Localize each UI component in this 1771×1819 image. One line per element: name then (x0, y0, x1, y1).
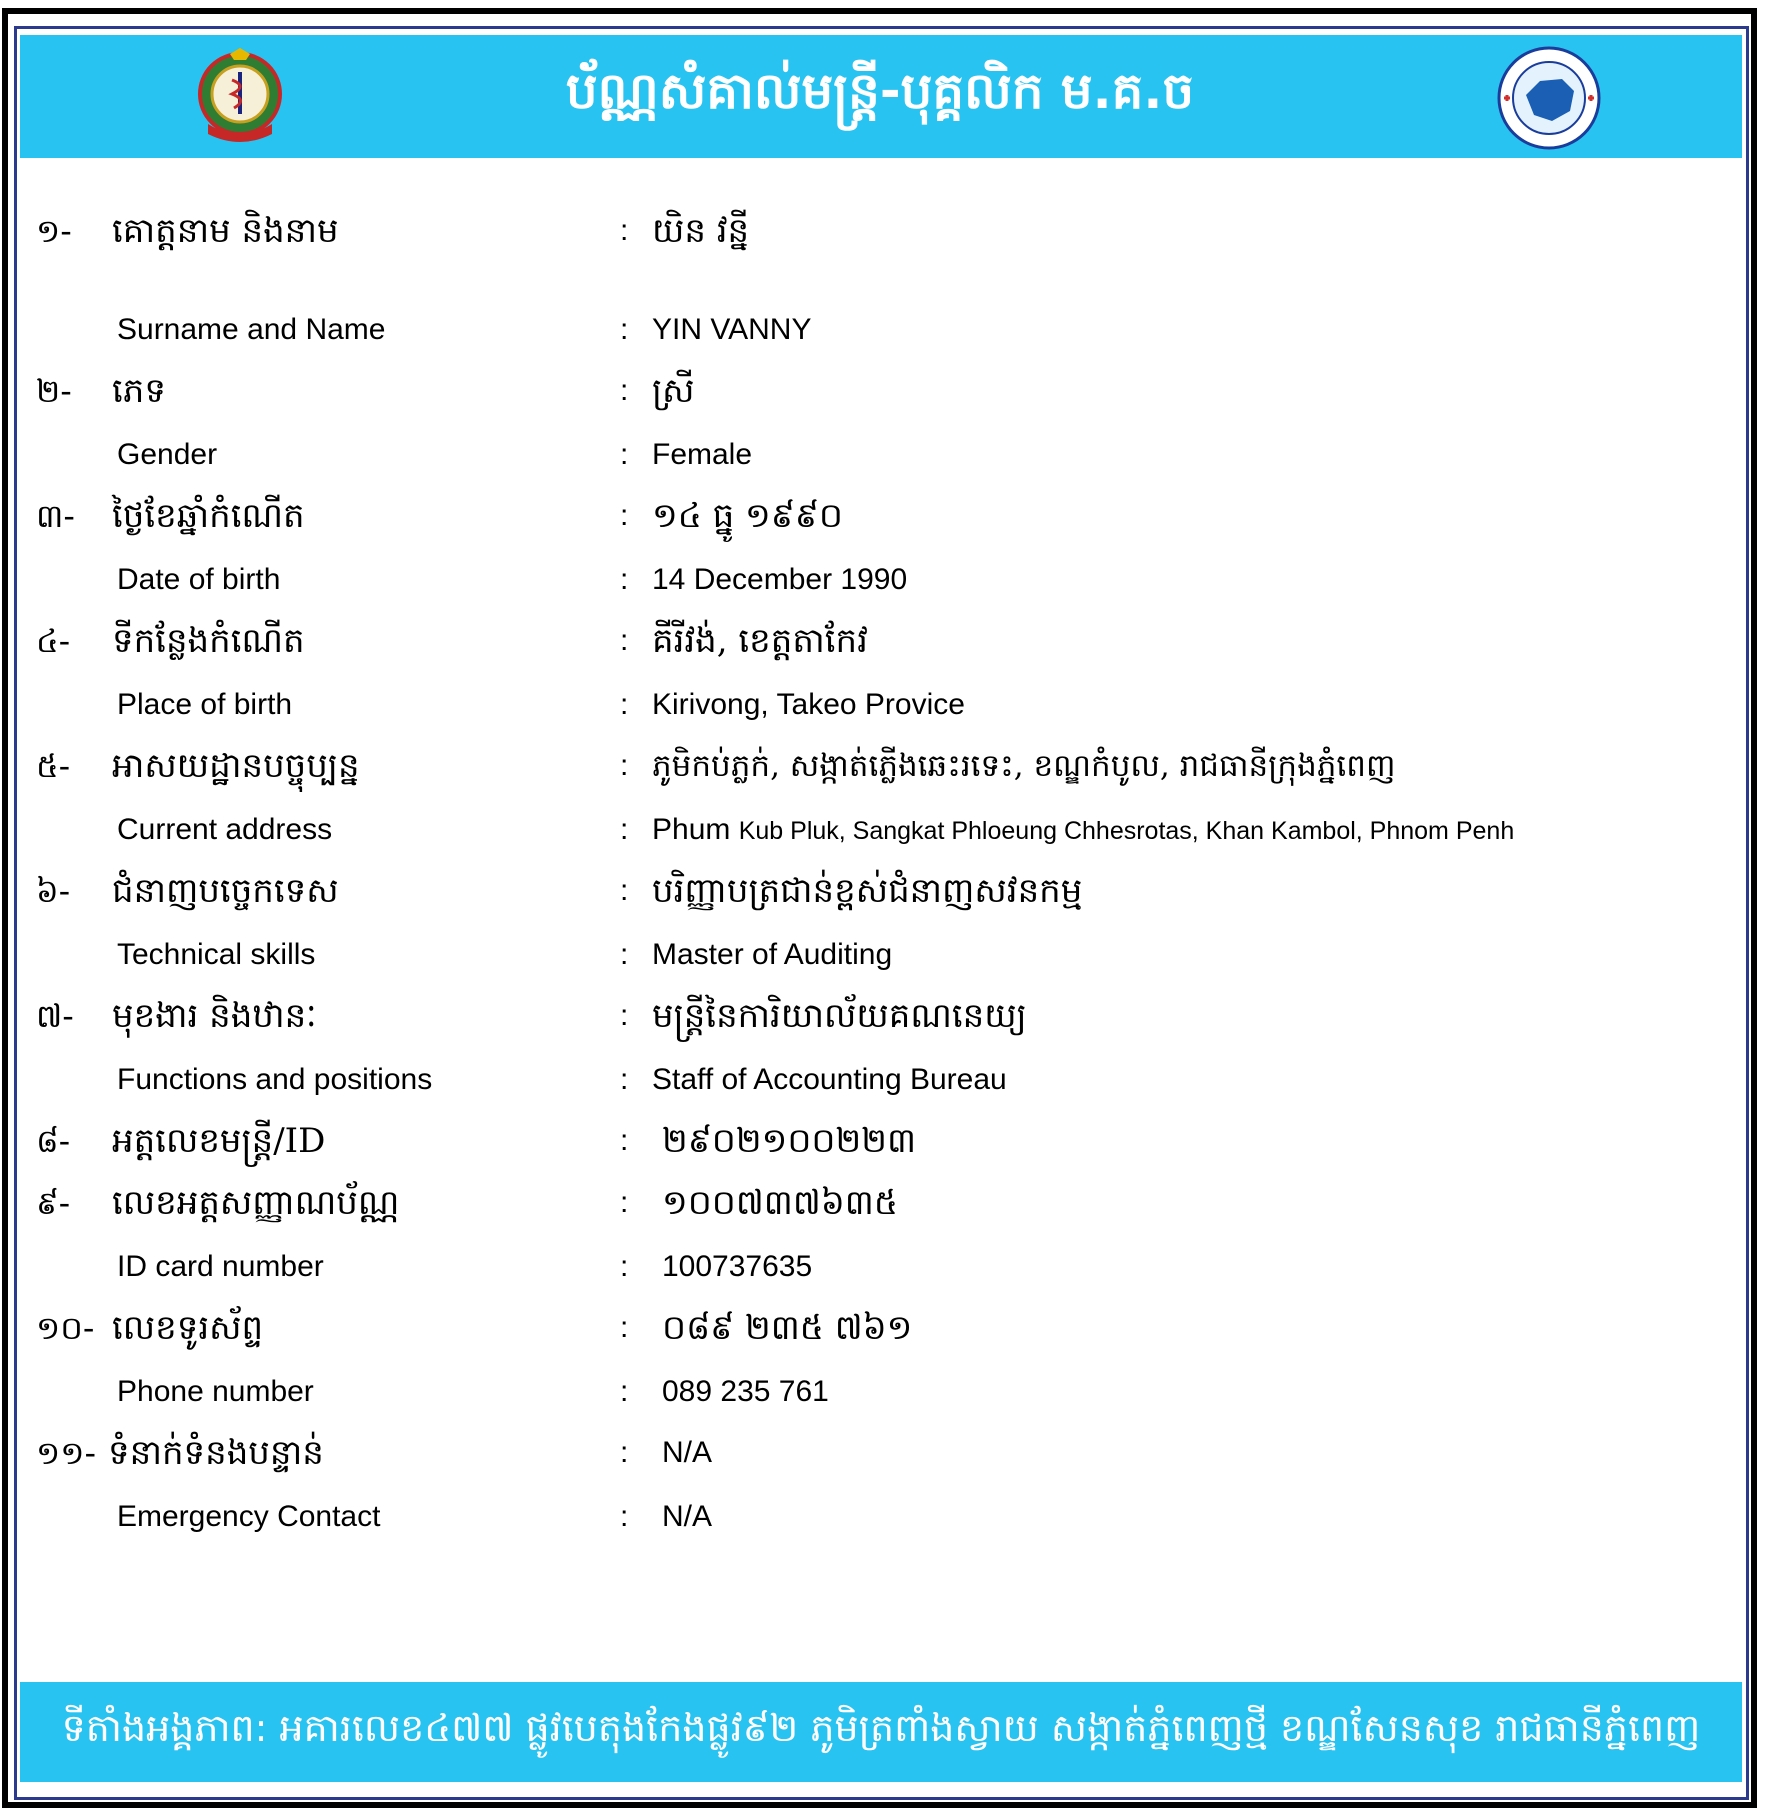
field-value-en: 14 December 1990 (652, 563, 908, 596)
colon: : (620, 214, 629, 247)
field-number: ៨- (36, 1122, 71, 1160)
field-row-skills-km (0, 863, 1771, 919)
field-row-emergency-en (0, 1489, 1771, 1545)
footer-band (20, 1682, 1742, 1782)
colon: : (620, 1250, 629, 1283)
field-value-en (652, 802, 1514, 859)
colon: : (620, 374, 629, 407)
field-row-skills-en (0, 927, 1771, 983)
colon: : (620, 1063, 629, 1096)
field-row-dob-km (0, 488, 1771, 544)
colon: : (620, 999, 629, 1032)
field-row-phone-en (0, 1364, 1771, 1420)
address-rest: Kub Pluk, Sangkat Phloeung Chhesrotas, Khan Kambol, Phnom Penh (738, 817, 1515, 845)
field-number: ១- (36, 212, 72, 250)
colon: : (620, 938, 629, 971)
field-row-gender-en (0, 427, 1771, 483)
field-label-km: អាសយដ្ឋានបច្ចុប្បន្ន (112, 746, 360, 786)
field-number: ២- (36, 372, 72, 410)
colon: : (620, 1436, 629, 1469)
colon: : (620, 688, 629, 721)
colon: : (620, 563, 629, 596)
field-label-km: លេខអត្តសញ្ញាណប័ណ្ណ (112, 1183, 400, 1223)
colon: : (620, 1186, 629, 1219)
field-row-idcard-km (0, 1175, 1771, 1231)
field-value-en: Kirivong, Takeo Provice (652, 688, 965, 721)
field-value-km: យិន វន្នី (652, 211, 750, 251)
field-row-staff-id (0, 1113, 1771, 1169)
field-number: ៣- (36, 497, 75, 535)
field-value-km: ១៤ ធ្នូ ១៩៩០ (652, 496, 843, 536)
field-label-en: Phone number (117, 1375, 314, 1408)
field-label-en: ID card number (117, 1250, 324, 1283)
field-number: ៩- (36, 1184, 71, 1222)
field-label-en: Emergency Contact (117, 1500, 381, 1533)
field-value-km: ១០០៧៣៧៦៣៥ (662, 1183, 898, 1223)
field-value-en: Master of Auditing (652, 938, 893, 971)
field-value-km: ២៩០២១០០២២៣ (662, 1121, 917, 1161)
field-row-dob-en (0, 552, 1771, 608)
field-label-en: Place of birth (117, 688, 293, 721)
field-label-en: Date of birth (117, 563, 281, 596)
field-value-km: ស្រី (652, 371, 695, 411)
colon: : (620, 438, 629, 471)
field-row-pob-km (0, 613, 1771, 669)
field-value-km: ភូមិកប់ភ្លក់, សង្កាត់ភ្លើងឆេះរទេះ, ខណ្ឌកំបូល, រាជធានីក្រុងភ្នំពេញ (652, 748, 1396, 784)
field-number: ៥- (36, 747, 71, 785)
field-label-km: គោត្តនាម និងនាម (112, 211, 339, 251)
field-row-idcard-en (0, 1239, 1771, 1295)
field-label-km: ទំនាក់ទំនងបន្ទាន់ (108, 1433, 324, 1473)
field-row-address-km (0, 738, 1771, 794)
field-row-gender-km (0, 363, 1771, 419)
address-lead: Phum (652, 813, 731, 846)
field-number: ៧- (36, 997, 74, 1035)
colon: : (620, 624, 629, 657)
field-value-km: បរិញ្ញាបត្រជាន់ខ្ពស់ជំនាញសវនកម្ម (652, 871, 1083, 911)
center-logo-icon (1496, 45, 1602, 151)
field-label-en: Surname and Name (117, 313, 386, 346)
field-label-en: Functions and positions (117, 1063, 433, 1096)
colon: : (620, 313, 629, 346)
field-number: ៤- (36, 622, 71, 660)
field-number: ៦- (36, 872, 71, 910)
field-label-km: ភេទ (112, 371, 166, 411)
field-row-address-en (0, 802, 1771, 858)
field-number: ១០- (36, 1309, 95, 1347)
field-row-position-km (0, 988, 1771, 1044)
field-row-surname-km (0, 203, 1771, 259)
colon: : (620, 813, 629, 846)
field-row-pob-en (0, 677, 1771, 733)
card-title: ប័ណ្ណសំគាល់មន្ត្រី-បុគ្គលិក ម.គ.ច (565, 62, 1195, 120)
colon: : (620, 1500, 629, 1533)
colon: : (620, 499, 629, 532)
field-label-en: Current address (117, 813, 333, 846)
colon: : (620, 1311, 629, 1344)
field-value-km: គីរីវង់, ខេត្តតាកែវ (652, 621, 868, 661)
field-label-en: Gender (117, 438, 218, 471)
office-address: ទីតាំងអង្គភាព: អគារលេខ៤៧៧ ផ្លូវបេតុងកែងផ្លូវ៩២ ភូមិត្រពាំងស្វាយ សង្កាត់ភ្នំពេញថ្មី ខណ្ឌសែនសុខ រាជធានីភ្នំពេញ (61, 1706, 1701, 1750)
field-label-en: Technical skills (117, 938, 316, 971)
field-value-en: Staff of Accounting Bureau (652, 1063, 1007, 1096)
field-value-km: មន្ត្រីនៃការិយាល័យគណនេយ្យ (652, 996, 1027, 1036)
field-label-km: ជំនាញបច្ចេកទេស (112, 871, 339, 911)
field-value-en: 100737635 (662, 1250, 813, 1283)
field-label-km: ទីកន្លែងកំណើត (112, 621, 305, 661)
colon: : (620, 1124, 629, 1157)
field-value-en: N/A (662, 1500, 713, 1533)
field-row-emergency-km (0, 1425, 1771, 1481)
field-value-en: Female (652, 438, 753, 471)
field-row-position-en (0, 1052, 1771, 1108)
colon: : (620, 874, 629, 907)
field-label-km: លេខទូរស័ព្ទ (112, 1308, 264, 1348)
colon: : (620, 749, 629, 782)
field-row-surname-en (0, 302, 1771, 358)
colon: : (620, 1375, 629, 1408)
field-label-km: មុខងារ និងឋានៈ (112, 996, 317, 1036)
field-value-en: 089 235 761 (662, 1375, 829, 1408)
field-label-km: ថ្ងៃខែឆ្នាំកំណើត (112, 496, 305, 536)
field-value: N/A (662, 1436, 713, 1469)
field-value-en: YIN VANNY (652, 313, 812, 346)
field-number: ១១- (36, 1434, 96, 1472)
field-value-km: ០៨៩ ២៣៥ ៧៦១ (662, 1308, 913, 1348)
field-label-km: អត្តលេខមន្ត្រី/ID (112, 1121, 326, 1161)
field-row-phone-km (0, 1300, 1771, 1356)
header-band (20, 35, 1742, 158)
ministry-emblem-icon (188, 48, 292, 148)
